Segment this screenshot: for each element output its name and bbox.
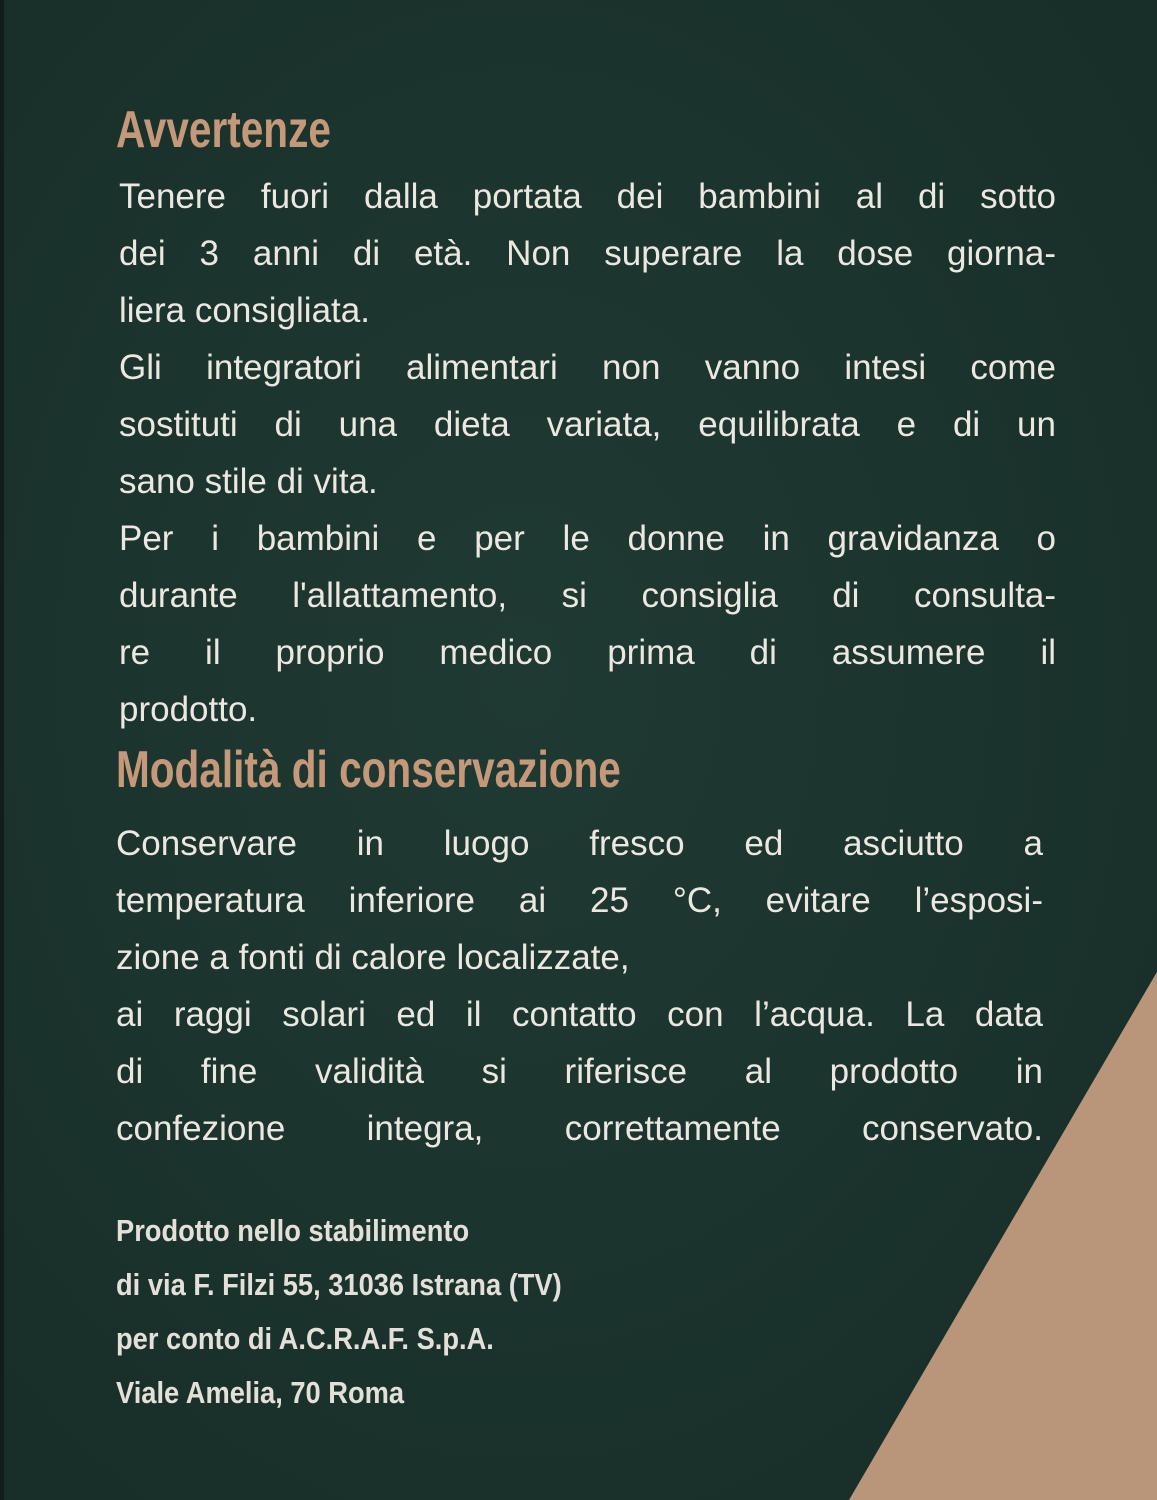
producer-line: per conto di A.C.R.A.F. S.p.A.	[116, 1321, 494, 1356]
warnings-line: liera consigliata.	[119, 291, 370, 330]
warnings-line: Gli integratori alimentari non vanno intesi come	[119, 348, 1056, 387]
storage-heading: Modalità di conservazione	[116, 741, 621, 799]
storage-text	[116, 815, 1043, 1157]
warnings-heading: Avvertenze	[116, 101, 331, 159]
storage-line: temperatura inferiore ai 25 °C, evitare l’esposi-	[116, 881, 1043, 920]
warnings-line: re il proprio medico prima di assumere il	[119, 633, 1056, 672]
storage-line: zione a fonti di calore localizzate,	[116, 938, 630, 977]
producer-line: Prodotto nello stabilimento	[116, 1213, 470, 1248]
producer-line: di via F. Filzi 55, 31036 Istrana (TV)	[116, 1267, 562, 1302]
warnings-line: sano stile di vita.	[119, 462, 378, 501]
warnings-line: sostituti di una dieta variata, equilibrata e di un	[119, 405, 1056, 444]
warnings-line: prodotto.	[119, 690, 258, 729]
storage-line: confezione integra, correttamente conservato.	[116, 1109, 1043, 1148]
warnings-line: Per i bambini e per le donne in gravidanza o	[119, 519, 1056, 558]
producer-info	[116, 1204, 623, 1420]
storage-line: Conservare in luogo fresco ed asciutto a	[116, 824, 1043, 863]
storage-line: di fine validità si riferisce al prodotto in	[116, 1052, 1043, 1091]
producer-line: Viale Amelia, 70 Roma	[116, 1375, 405, 1410]
storage-line: ai raggi solari ed il contatto con l’acqua. La data	[116, 995, 1043, 1034]
warnings-line: durante l'allattamento, si consiglia di consulta-	[119, 576, 1056, 615]
warnings-line: dei 3 anni di età. Non superare la dose giorna-	[119, 234, 1056, 273]
warnings-line: Tenere fuori dalla portata dei bambini al di sotto	[119, 177, 1056, 216]
warnings-text	[119, 168, 1056, 738]
